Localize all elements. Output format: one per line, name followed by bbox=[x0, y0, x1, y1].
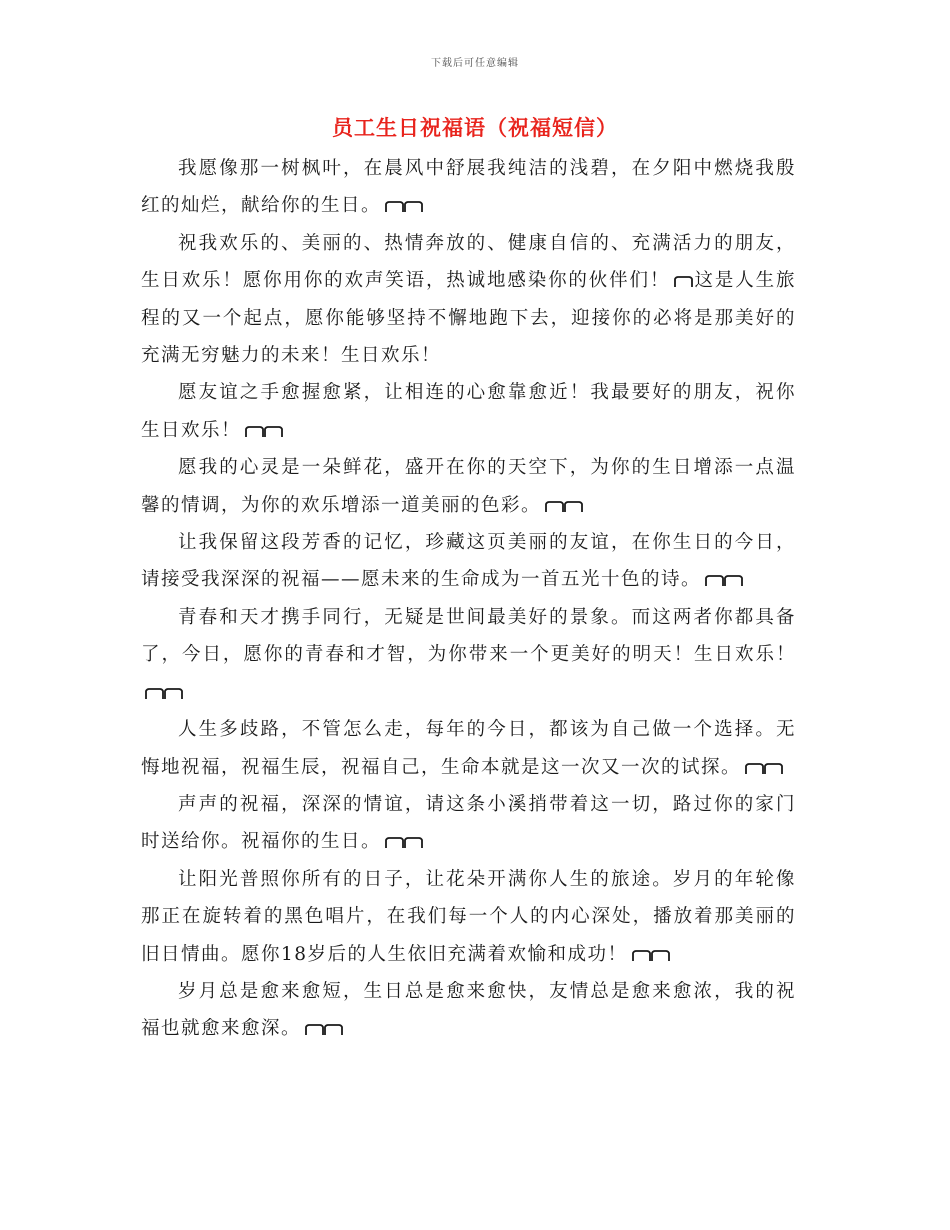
paragraph bbox=[141, 973, 796, 1048]
paragraph bbox=[141, 786, 796, 861]
paragraph bbox=[141, 150, 796, 225]
paragraph-text: 声声的祝福，深深的情谊，请这条小溪捎带着这一切，路过你的家门时送给你。祝福你的生日。 bbox=[141, 793, 796, 853]
bracket-mark-icon bbox=[674, 276, 694, 288]
paragraph-text: 我愿像那一树枫叶，在晨风中舒展我纯洁的浅碧，在夕阳中燃烧我殷红的灿烂，献给你的生日。 bbox=[141, 158, 796, 217]
paragraph bbox=[141, 861, 796, 973]
bracket-mark-icon bbox=[145, 688, 183, 700]
paragraph-text: 让阳光普照你所有的日子，让花朵开满你人生的旅途。岁月的年轮像那正在旋转着的黑色唱片，在我们每一个人的内心深处，播放着那美丽的旧日情曲。愿你18岁后的人生依旧充满着欢愉和成功！ bbox=[141, 868, 796, 965]
bracket-mark-icon bbox=[245, 426, 283, 438]
paragraph bbox=[141, 225, 796, 375]
bracket-mark-icon bbox=[745, 763, 783, 775]
paragraph bbox=[141, 711, 796, 786]
bracket-mark-icon bbox=[385, 837, 423, 849]
paragraph-text: 祝我欢乐的、美丽的、热情奔放的、健康自信的、充满活力的朋友，生日欢乐！愿你用你的欢声笑语，热诚地感染你的伙伴们！ bbox=[141, 232, 796, 292]
bracket-mark-icon bbox=[545, 501, 583, 513]
paragraph-text: 青春和天才携手同行，无疑是世间最美好的景象。而这两者你都具备了，今日，愿你的青春和才智，为你带来一个更美好的明天！生日欢乐！ bbox=[141, 606, 796, 666]
paragraph-text: 愿友谊之手愈握愈紧，让相连的心愈靠愈近！我最要好的朋友，祝你生日欢乐！ bbox=[141, 382, 796, 441]
bracket-mark-icon bbox=[632, 950, 670, 962]
paragraph bbox=[141, 374, 796, 449]
paragraph-tail-text: 这是人生旅程的又一个起点，愿你能够坚持不懈地跑下去，迎接你的必将是那美好的充满无穷魅力的未来！生日欢乐！ bbox=[141, 270, 796, 367]
bracket-mark-icon bbox=[305, 1024, 343, 1036]
paragraph-text: 人生多歧路，不管怎么走，每年的今日，都该为自己做一个选择。无悔地祝福，祝福生辰，祝福自己，生命本就是这一次又一次的试探。 bbox=[141, 719, 796, 778]
paragraph bbox=[141, 449, 796, 524]
paragraph-text: 愿我的心灵是一朵鲜花，盛开在你的天空下，为你的生日增添一点温馨的情调，为你的欢乐增添一道美丽的色彩。 bbox=[141, 457, 796, 516]
document-title: 员工生日祝福语（祝福短信） bbox=[332, 115, 618, 140]
paragraph-text: 岁月总是愈来愈短，生日总是愈来愈快，友情总是愈来愈浓，我的祝福也就愈来愈深。 bbox=[141, 980, 796, 1040]
bracket-mark-icon bbox=[705, 575, 743, 587]
paragraph-text: 让我保留这段芳香的记忆，珍藏这页美丽的友谊，在你生日的今日，请接受我深深的祝福——愿未来的生命成为一首五光十色的诗。 bbox=[141, 532, 796, 591]
header-note: 下载后可任意编辑 bbox=[431, 58, 519, 69]
bracket-mark-icon bbox=[385, 201, 423, 213]
document-body bbox=[141, 150, 796, 1048]
paragraph bbox=[141, 599, 796, 711]
paragraph bbox=[141, 524, 796, 599]
